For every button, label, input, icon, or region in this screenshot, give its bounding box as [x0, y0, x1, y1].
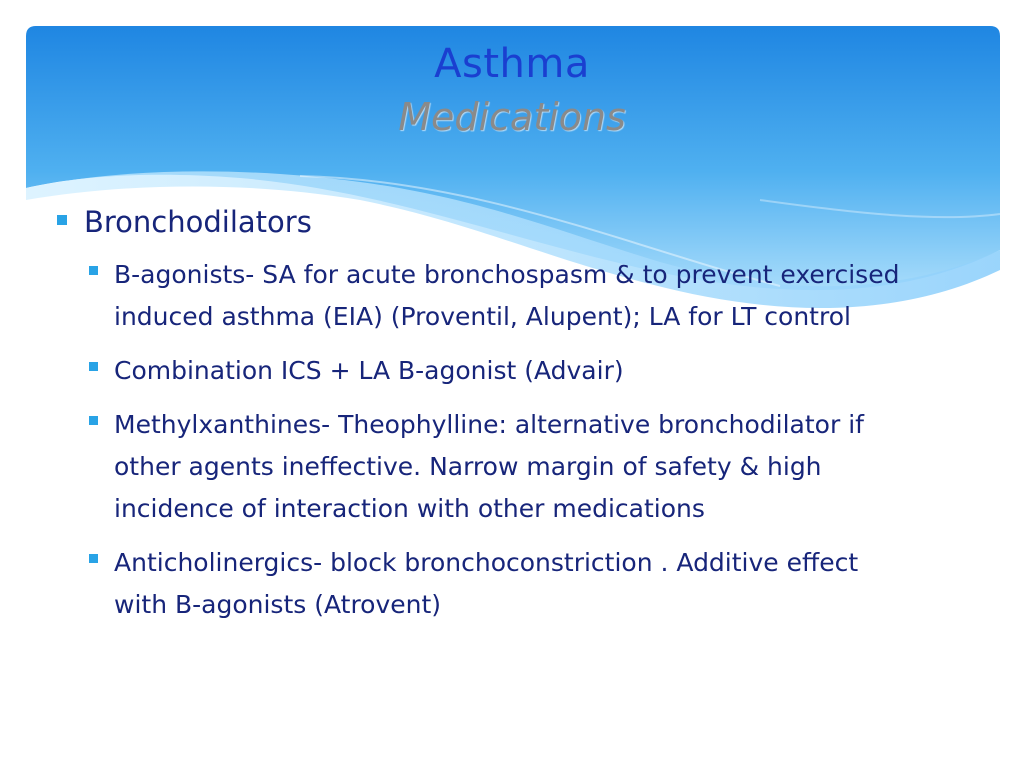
square-bullet-icon — [89, 266, 98, 275]
slide-subtitle: Medications — [398, 95, 626, 139]
title-block — [0, 36, 1024, 142]
slide-title: Asthma — [434, 41, 590, 87]
square-bullet-icon — [57, 215, 67, 225]
sub-bullet-text: Combination ICS + LA B-agonist (Advair) — [114, 356, 624, 385]
square-bullet-icon — [89, 416, 98, 425]
sub-bullet — [52, 350, 914, 392]
bullet-content — [52, 200, 982, 638]
sub-bullet — [52, 404, 914, 530]
square-bullet-icon — [89, 554, 98, 563]
sub-bullet-text: Anticholinergics- block bronchoconstriction . Additive effect with B-agonists (Atrovent) — [114, 548, 859, 619]
sub-bullet-text: B-agonists- SA for acute bronchospasm & to prevent exercised induced asthma (EIA) (Proventil, Alupent); LA for LT control — [114, 260, 900, 331]
sub-bullet — [52, 254, 914, 338]
bullet-text: Bronchodilators — [84, 205, 312, 239]
sub-bullet-list — [52, 254, 982, 626]
sub-bullet-text: Methylxanthines- Theophylline: alternative bronchodilator if other agents ineffective. Narrow margin of safety & high incidence of interaction with other medications — [114, 410, 864, 523]
sub-bullet — [52, 542, 914, 626]
bullet-level1 — [52, 200, 982, 244]
square-bullet-icon — [89, 362, 98, 371]
